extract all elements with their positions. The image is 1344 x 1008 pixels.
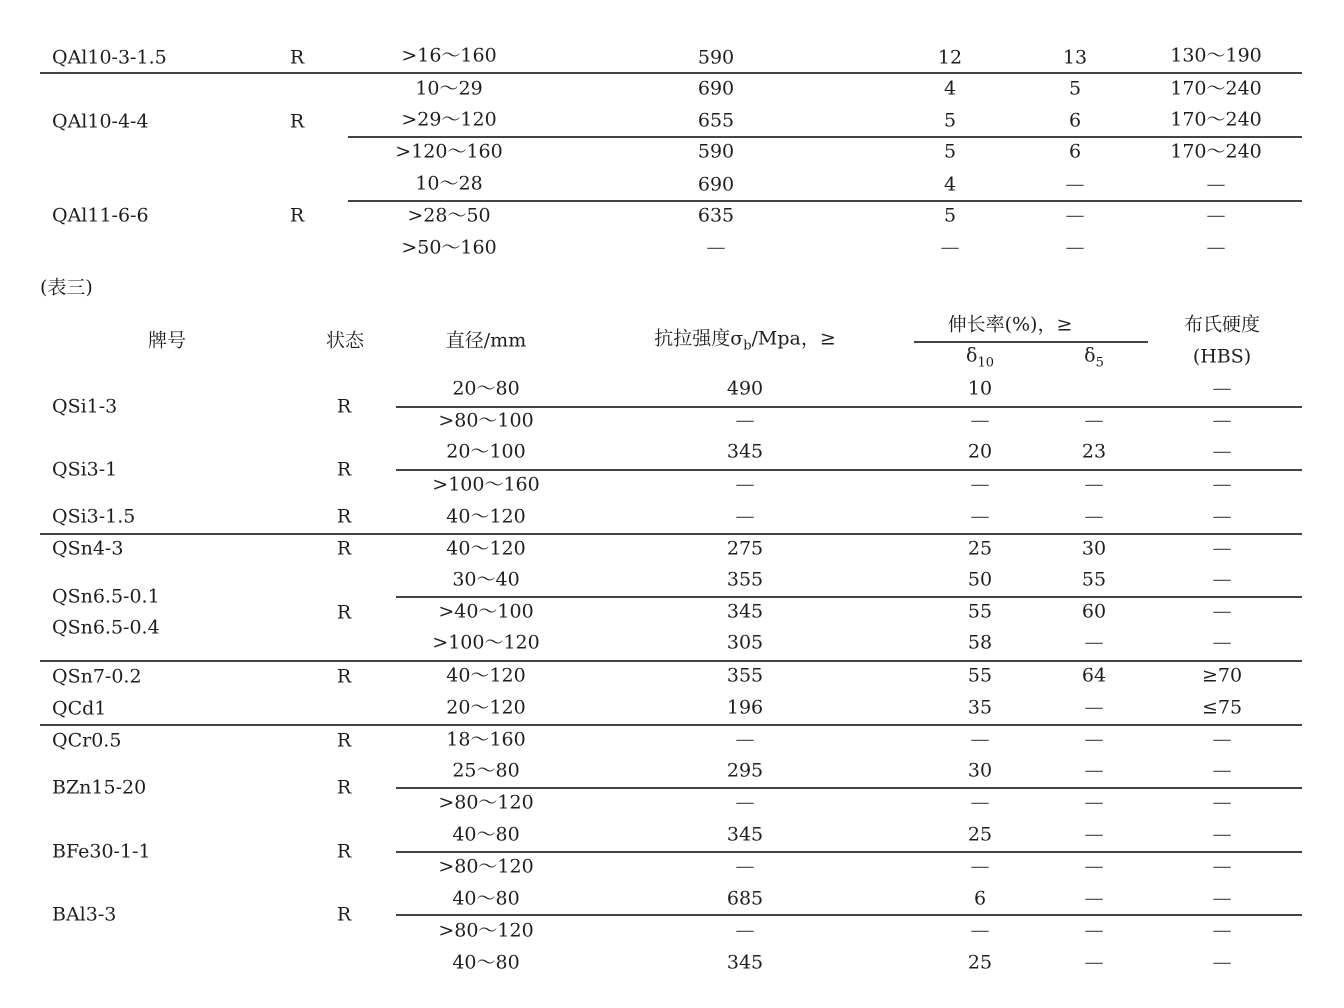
diameter-cell: 40～120 [446,505,526,528]
t1-grade: QAl10-4-4 [52,110,149,133]
t1-d10: 4 [943,173,957,196]
state-label: R [336,776,352,799]
tensile-cell: — [735,409,755,432]
tensile-cell: 490 [726,377,764,400]
state-label: R [336,729,352,752]
t1-d5: 6 [1068,109,1082,132]
delta10-cell: 35 [967,696,993,719]
diameter-cell: >80～120 [438,919,534,942]
t1-hbs: 170～240 [1170,77,1262,100]
delta10-cell: 55 [967,664,993,687]
state-label: R [336,601,352,624]
table-rule [396,851,1302,853]
t1-grade: QAl11-6-6 [52,204,149,227]
diameter-cell: >80～100 [438,409,534,432]
diameter-cell: >40～100 [438,600,534,623]
diameter-cell: 18～160 [446,728,526,751]
diameter-cell: 20～80 [452,377,520,400]
delta5-cell: — [1084,759,1104,782]
tensile-cell: — [735,473,755,496]
t1-d10: 12 [937,46,963,69]
header-grade: 牌号 [147,329,187,352]
grade-label: BZn15-20 [52,776,147,799]
grade-label: QSn4-3 [52,537,124,560]
diameter-cell: >80～120 [438,791,534,814]
tensile-cell: 345 [726,951,764,974]
state-label: R [336,458,352,481]
header-hardness: 布氏硬度 [1183,313,1261,336]
tensile-cell: — [735,791,755,814]
t1-d5: — [1065,173,1085,196]
t1-d10: — [940,236,960,259]
t1-diameter: >16～160 [401,44,497,67]
t1-d5: 13 [1062,46,1088,69]
table-rule [396,914,1302,916]
hardness-cell: — [1212,409,1232,432]
delta10-cell: 30 [967,759,993,782]
delta5-cell: — [1084,951,1104,974]
table-rule [40,533,1302,535]
delta10-cell: — [970,791,990,814]
t1-state: R [289,46,305,69]
delta5-cell: 23 [1081,440,1107,463]
table-rule [348,136,1302,138]
hardness-cell: ≤75 [1201,696,1243,719]
tensile-cell: 275 [726,537,764,560]
grade-label: QSi1-3 [52,395,118,418]
table-rule [396,406,1302,408]
tensile-cell: 305 [726,631,764,654]
grade-label: QSi3-1 [52,458,118,481]
header-tensile: 抗拉强度$\sigma_b$/Mpa，≥ [654,327,836,354]
diameter-cell: 25～80 [452,759,520,782]
table-caption: (表三) [40,276,93,299]
grade-label: QSn6.5-0.4 [52,616,160,639]
t1-tensile: 655 [697,109,735,132]
tensile-cell: 355 [726,568,764,591]
delta5-cell: — [1084,631,1104,654]
t1-diameter: >28～50 [407,204,491,227]
grade-label: BAl3-3 [52,903,117,926]
header-elongation: 伸长率(%)，≥ [947,313,1073,336]
header-subrule [914,341,1148,343]
header-delta5: $\delta_5$ [1084,344,1104,371]
delta5-cell: 55 [1081,568,1107,591]
tensile-cell: 345 [726,600,764,623]
hardness-cell: — [1212,759,1232,782]
t1-grade: QAl10-3-1.5 [52,46,167,69]
hardness-cell: — [1212,855,1232,878]
t1-state: R [289,110,305,133]
state-label: R [336,665,352,688]
delta10-cell: — [970,505,990,528]
diameter-cell: 40～80 [452,823,520,846]
hardness-cell: — [1212,631,1232,654]
hardness-cell: — [1212,823,1232,846]
hardness-cell: — [1212,600,1232,623]
delta5-cell: — [1084,505,1104,528]
tensile-cell: — [735,919,755,942]
tensile-cell: 196 [726,696,764,719]
t1-hbs: 130～190 [1170,44,1262,67]
delta10-cell: 25 [967,823,993,846]
delta5-cell: — [1084,791,1104,814]
state-label: R [336,537,352,560]
table-rule [396,596,1302,598]
delta5-cell: — [1084,887,1104,910]
hardness-cell: — [1212,951,1232,974]
delta10-cell: 6 [973,887,987,910]
tensile-cell: — [735,855,755,878]
t1-tensile: — [706,236,726,259]
t1-tensile: 635 [697,204,735,227]
delta5-cell: — [1084,855,1104,878]
diameter-cell: >80～120 [438,855,534,878]
delta10-cell: 25 [967,537,993,560]
table-rule [348,200,1302,202]
delta10-cell: — [970,473,990,496]
t1-d10: 5 [943,204,957,227]
diameter-cell: 40～120 [446,664,526,687]
delta10-cell: — [970,409,990,432]
delta10-cell: 20 [967,440,993,463]
delta5-cell: — [1084,473,1104,496]
hardness-cell: — [1212,887,1232,910]
diameter-cell: 40～120 [446,537,526,560]
t1-diameter: 10～29 [415,77,483,100]
table-rule [40,72,1302,74]
delta5-cell: — [1084,409,1104,432]
t1-diameter: >120～160 [395,140,503,163]
state-label: R [336,395,352,418]
hardness-cell: — [1212,537,1232,560]
t1-hbs: — [1206,236,1226,259]
t1-tensile: 690 [697,173,735,196]
delta5-cell: 64 [1081,664,1107,687]
delta5-cell: 60 [1081,600,1107,623]
t1-hbs: — [1206,173,1226,196]
hardness-cell: — [1212,377,1232,400]
hardness-cell: ≥70 [1201,664,1243,687]
diameter-cell: 30～40 [452,568,520,591]
state-label: R [336,505,352,528]
diameter-cell: >100～120 [432,631,540,654]
delta5-cell: — [1084,696,1104,719]
t1-d10: 4 [943,77,957,100]
tensile-cell: — [735,728,755,751]
t1-hbs: 170～240 [1170,140,1262,163]
t1-d5: 6 [1068,140,1082,163]
t1-tensile: 690 [697,77,735,100]
delta5-cell: — [1084,728,1104,751]
t1-hbs: 170～240 [1170,108,1262,131]
t1-d10: 5 [943,109,957,132]
grade-label: QSi3-1.5 [52,505,136,528]
tensile-cell: 345 [726,440,764,463]
delta10-cell: — [970,855,990,878]
state-label: R [336,840,352,863]
t1-diameter: 10～28 [415,172,483,195]
hardness-cell: — [1212,568,1232,591]
hardness-cell: — [1212,440,1232,463]
hardness-cell: — [1212,505,1232,528]
diameter-cell: 20～120 [446,696,526,719]
t1-d5: — [1065,204,1085,227]
delta5-cell: — [1084,823,1104,846]
table-rule [40,724,1302,726]
delta10-cell: 58 [967,631,993,654]
grade-label: QSn6.5-0.1 [52,585,160,608]
table-rule [40,660,1302,662]
tensile-cell: 295 [726,759,764,782]
delta10-cell: — [970,919,990,942]
grade-label: QCr0.5 [52,729,122,752]
grade-label: BFe30-1-1 [52,840,151,863]
delta5-cell: — [1084,919,1104,942]
delta10-cell: 25 [967,951,993,974]
header-hardness-unit: (HBS) [1192,345,1252,368]
t1-diameter: >29～120 [401,108,497,131]
diameter-cell: 40～80 [452,951,520,974]
delta10-cell: — [970,728,990,751]
grade-label: QSn7-0.2 [52,665,142,688]
grade-label: QCd1 [52,697,107,720]
diameter-cell: 20～100 [446,440,526,463]
t1-tensile: 590 [697,140,735,163]
delta5-cell: 30 [1081,537,1107,560]
hardness-cell: — [1212,728,1232,751]
tensile-cell: 355 [726,664,764,687]
header-diameter: 直径/mm [445,329,527,352]
t1-d5: — [1065,236,1085,259]
tensile-cell: 685 [726,887,764,910]
header-state: 状态 [325,329,365,352]
t1-tensile: 590 [697,46,735,69]
diameter-cell: 40～80 [452,887,520,910]
table-rule [396,469,1302,471]
diameter-cell: >100～160 [432,473,540,496]
table-rule [396,787,1302,789]
t1-state: R [289,204,305,227]
t1-d10: 5 [943,140,957,163]
delta10-cell: 55 [967,600,993,623]
tensile-cell: 345 [726,823,764,846]
t1-diameter: >50～160 [401,236,497,259]
delta10-cell: 50 [967,568,993,591]
t1-d5: 5 [1068,77,1082,100]
hardness-cell: — [1212,791,1232,814]
delta10-cell: 10 [967,377,993,400]
header-delta10: $\delta_{10}$ [966,344,994,371]
tensile-cell: — [735,505,755,528]
hardness-cell: — [1212,919,1232,942]
state-label: R [336,903,352,926]
hardness-cell: — [1212,473,1232,496]
t1-hbs: — [1206,204,1226,227]
